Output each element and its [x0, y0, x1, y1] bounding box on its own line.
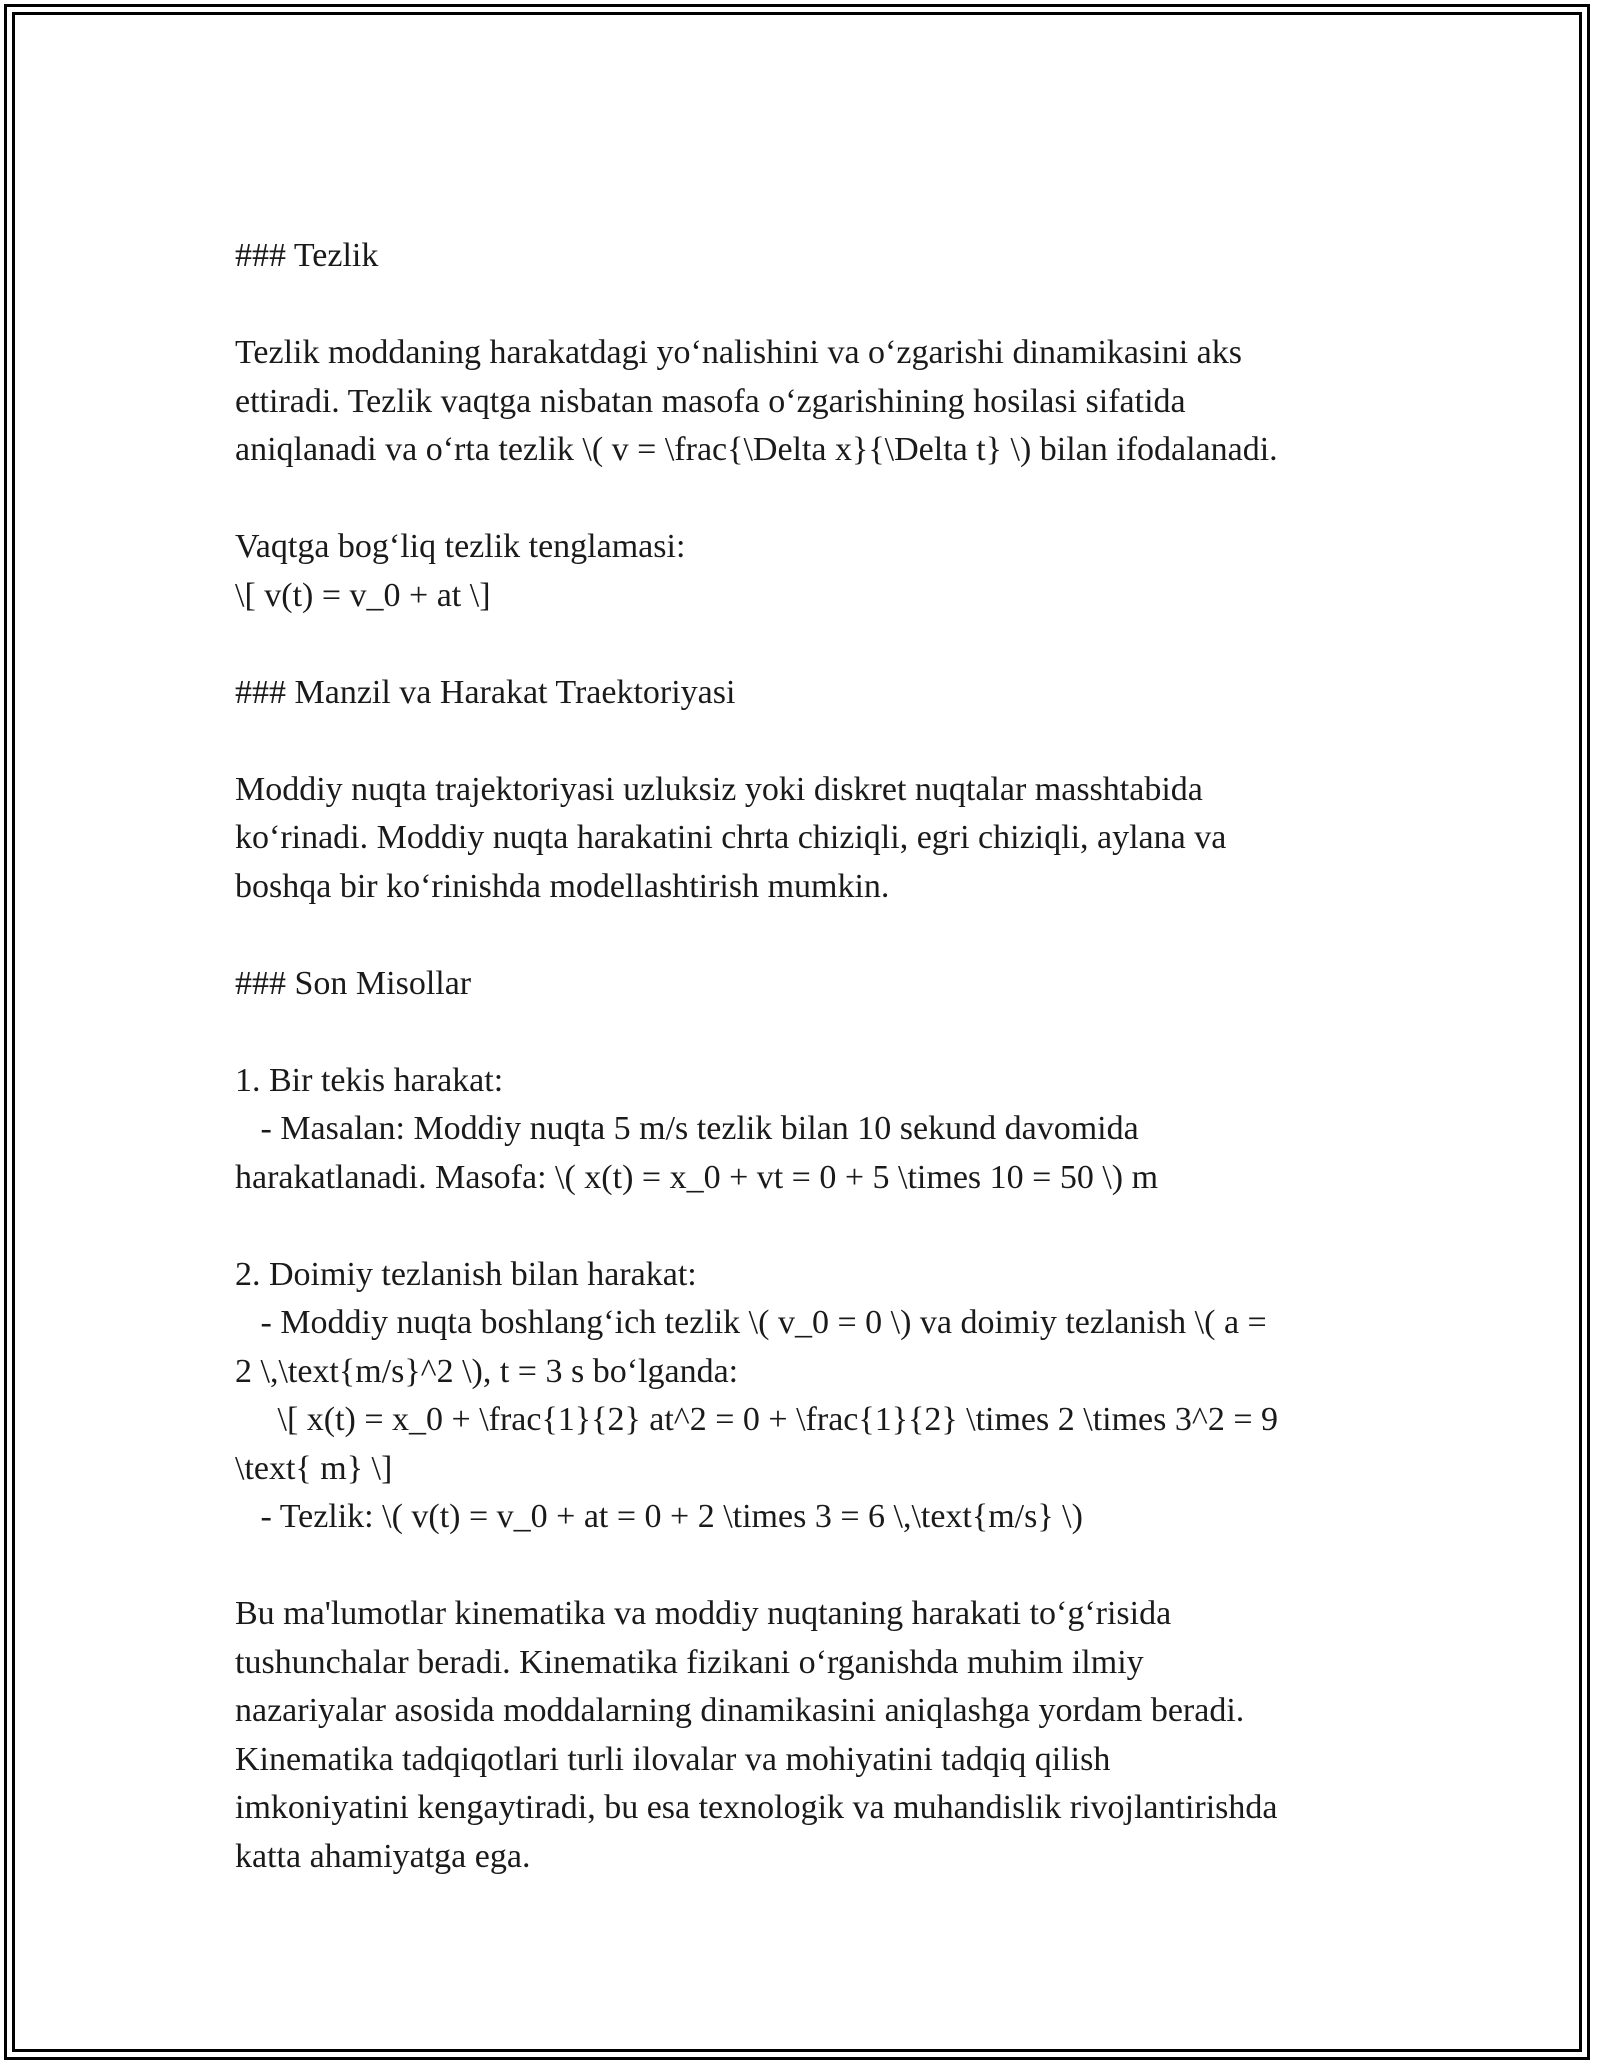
list-item: 2 \,\text{m/s}^2 \), t = 3 s bo‘lganda:	[235, 1352, 739, 1390]
heading-manzil: ### Manzil va Harakat Traektoriyasi	[235, 673, 736, 711]
equation-line: \[ x(t) = x_0 + \frac{1}{2} at^2 = 0 + \frac{1}{2} \times 2 \times 3^2 = 9	[235, 1401, 1278, 1438]
paragraph-line: ettiradi. Tezlik vaqtga nisbatan masofa o‘zgarishining hosilasi sifatida	[235, 382, 1186, 420]
example-uniform-motion	[235, 1057, 1375, 1203]
paragraph-line: imkoniyatini kengaytiradi, bu esa texnologik va muhandislik rivojlantirishda	[235, 1789, 1278, 1826]
paragraph-velocity-equation	[235, 523, 1375, 620]
paragraph-line: Bu ma'lumotlar kinematika va moddiy nuqtaning harakati to‘g‘risida	[235, 1595, 1172, 1632]
paragraph-line: Moddiy nuqta trajektoriyasi uzluksiz yoki diskret nuqtalar masshtabida	[235, 770, 1203, 808]
spacer	[235, 1542, 1375, 1591]
document-body	[235, 232, 1375, 1881]
paragraph-line: Vaqtga bog‘liq tezlik tenglamasi:	[235, 528, 686, 565]
paragraph-line: boshqa bir ko‘rinishda modellashtirish mumkin.	[235, 867, 890, 905]
paragraph-line: Tezlik moddaning harakatdagi yo‘nalishini va o‘zgarishi dinamikasini aks	[235, 334, 1242, 371]
list-item: harakatlanadi. Masofa: \( x(t) = x_0 + vt = 0 + 5 \times 10 = 50 \) m	[235, 1158, 1159, 1196]
list-item: 1. Bir tekis harakat:	[235, 1061, 504, 1099]
paragraph-line: ko‘rinadi. Moddiy nuqta harakatini chrta chiziqli, egri chiziqli, aylana va	[235, 819, 1227, 856]
paragraph-line: nazariyalar asosida moddalarning dinamikasini aniqlashga yordam beradi.	[235, 1692, 1245, 1729]
example-constant-acceleration	[235, 1251, 1375, 1542]
spacer	[235, 1202, 1375, 1251]
heading-son-misollar: ### Son Misollar	[235, 964, 472, 1002]
equation-line: \[ v(t) = v_0 + at \]	[235, 576, 491, 614]
spacer	[235, 1008, 1375, 1057]
list-item: - Masalan: Moddiy nuqta 5 m/s tezlik bilan 10 sekund davomida	[235, 1110, 1139, 1147]
paragraph-conclusion	[235, 1590, 1375, 1881]
list-item: - Moddiy nuqta boshlang‘ich tezlik \( v_0 = 0 \) va doimiy tezlanish \( a =	[235, 1304, 1267, 1341]
spacer	[235, 620, 1375, 669]
paragraph-trajectory	[235, 766, 1375, 912]
equation-line: \text{ m} \]	[235, 1449, 393, 1487]
list-item: - Tezlik: \( v(t) = v_0 + at = 0 + 2 \times 3 = 6 \,\text{m/s} \)	[235, 1498, 1083, 1535]
list-item: 2. Doimiy tezlanish bilan harakat:	[235, 1255, 697, 1293]
paragraph-line: katta ahamiyatga ega.	[235, 1837, 531, 1875]
paragraph-line: aniqlanadi va o‘rta tezlik \( v = \frac{\Delta x}{\Delta t} \) bilan ifodalanadi.	[235, 431, 1278, 468]
spacer	[235, 717, 1375, 766]
spacer	[235, 475, 1375, 524]
paragraph-line: tushunchalar beradi. Kinematika fizikani o‘rganishda muhim ilmiy	[235, 1643, 1144, 1681]
spacer	[235, 281, 1375, 330]
paragraph-tezlik-definition	[235, 329, 1375, 475]
heading-tezlik: ### Tezlik	[235, 237, 379, 274]
spacer	[235, 911, 1375, 960]
paragraph-line: Kinematika tadqiqotlari turli ilovalar va mohiyatini tadqiq qilish	[235, 1740, 1111, 1778]
